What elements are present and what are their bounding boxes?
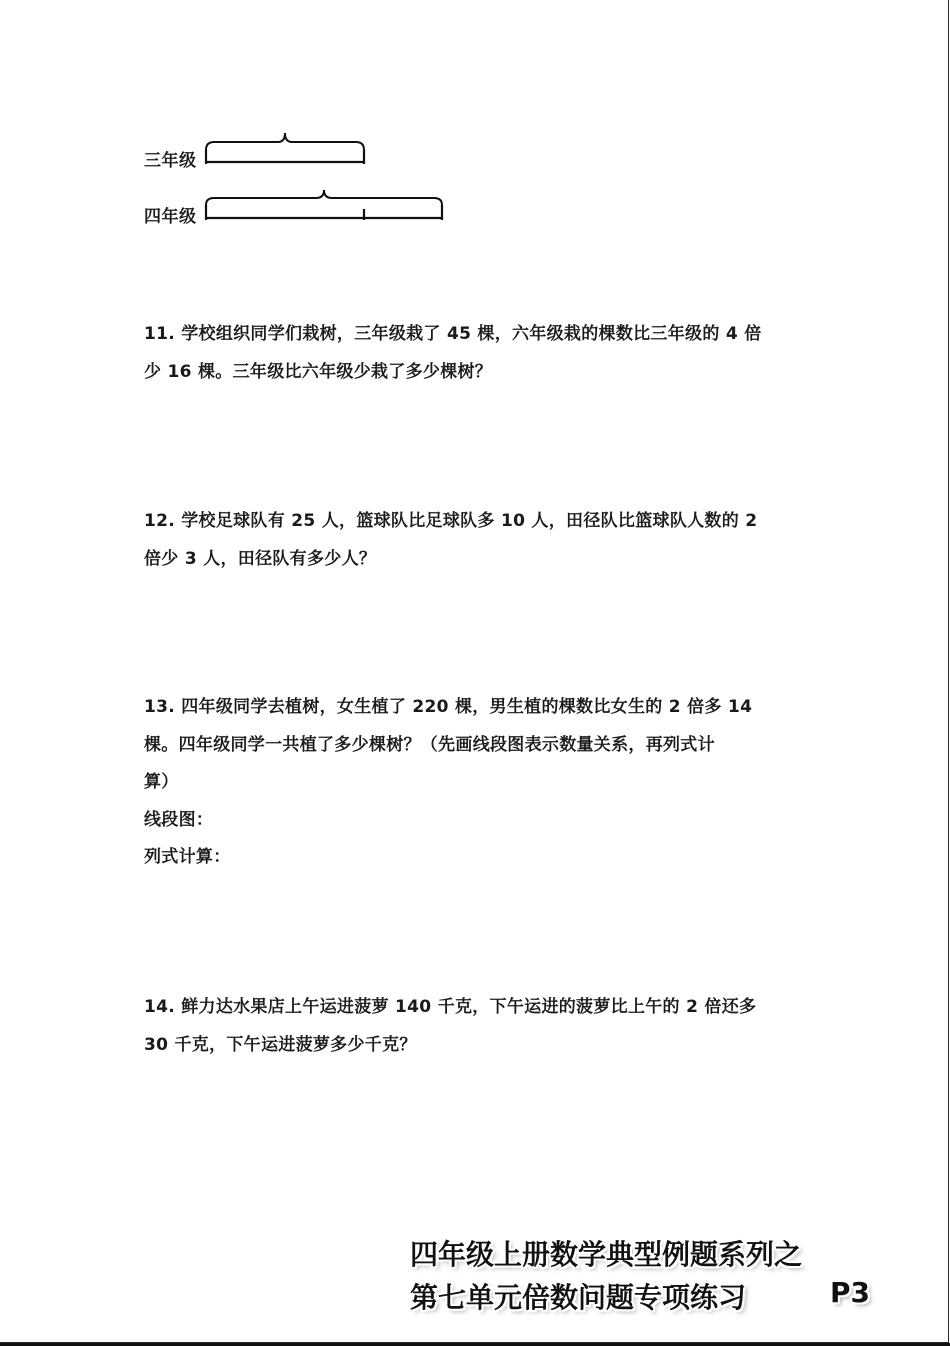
calculation-prompt: 列式计算：: [144, 847, 231, 867]
grade4-segment: [206, 205, 442, 220]
question-12-line-2: 倍少 3 人，田径队有多少人？: [144, 548, 377, 569]
question-14: [144, 989, 824, 1064]
question-12-line-1: 12. 学校足球队有 25 人，篮球队比足球队多 10 人，田径队比篮球队人数的 2: [144, 511, 758, 531]
question-11-line-2: 少 16 棵。三年级比六年级少栽了多少棵树？: [144, 361, 493, 382]
question-13-line-1: 13. 四年级同学去植树，女生植了 220 棵，男生植的棵数比女生的 2 倍多 14: [144, 697, 753, 717]
line-diagram-prompt: 线段图：: [144, 809, 214, 830]
question-13-line-3: 算）: [144, 772, 179, 792]
grade3-brace: [206, 133, 364, 150]
question-12: [144, 503, 824, 578]
question-14-line-1: 14. 鲜力达水果店上午运进菠萝 140 千克，下午运进的菠萝比上午的 2 倍还多: [144, 997, 757, 1017]
grade3-segment: [206, 150, 364, 164]
question-11-line-1: 11. 学校组织同学们栽树，三年级栽了 45 棵，六年级栽的棵数比三年级的 4 倍: [144, 324, 762, 344]
footer-unit-title: 第七单元倍数问题专项练习: [410, 1281, 747, 1314]
question-13-line-2: 棵。四年级同学一共植了多少棵树？（先画线段图表示数量关系，再列式计: [144, 734, 715, 755]
footer-series-title: 四年级上册数学典型例题系列之: [410, 1238, 803, 1271]
question-14-line-2: 30 千克，下午运进菠萝多少千克？: [144, 1034, 417, 1055]
grade4-label: 四年级: [144, 207, 197, 227]
grade3-label: 三年级: [144, 151, 197, 171]
footer-page-number: P3: [830, 1276, 871, 1309]
line-segment-diagram: [0, 0, 950, 240]
question-11: [144, 316, 824, 391]
question-13: [144, 689, 824, 877]
grade4-brace: [206, 190, 442, 205]
